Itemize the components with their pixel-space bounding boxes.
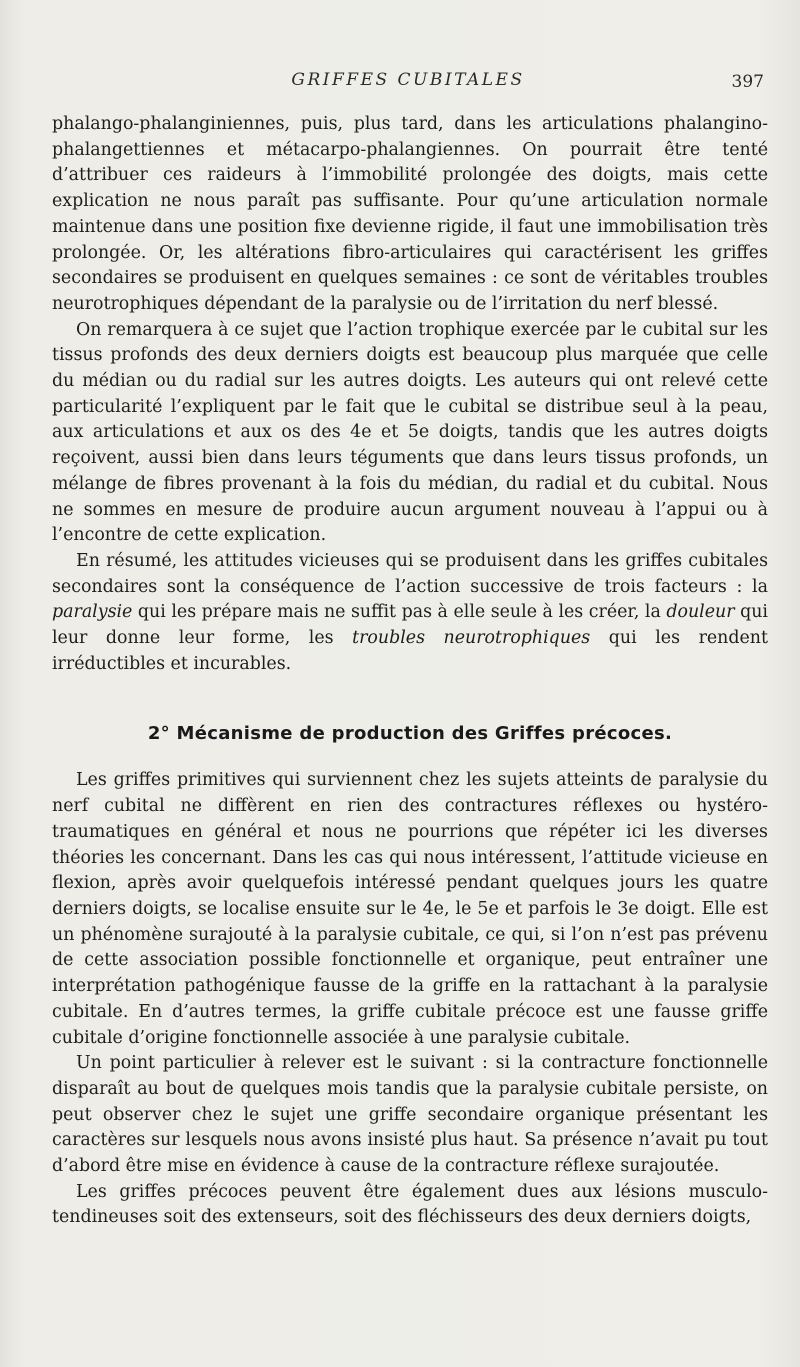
paragraph-1: phalango-phalanginiennes, puis, plus tard, dans les articulations phalangino-phalangettiennes et métacarpo-phalangiennes. On pourrait être tenté d’attribuer ces raideurs à l’immobilité prolongée des doigts, mais cette explication ne nous paraît pas suffisante. Pour qu’une articulation normale maintenue dans une position fixe devienne rigide, il faut une immobilisation très prolongée. Or, les altérations fibro-articulaires qui caractérisent les griffes secondaires se produisent en quelques semaines : ce sont de véritables troubles neurotrophiques dépendant de la paralysie ou de l’irritation du nerf blessé.	[52, 114, 768, 314]
paragraph-5: Un point particulier à relever est le suivant : si la contracture fonctionnelle disparaît au bout de quelques mois tandis que la paralysie cubitale persiste, on peut observer chez le sujet une griffe secondaire organique présentant les caractères sur lesquels nous avons insisté plus haut. Sa présence n’avait pu tout d’abord être mise en évidence à cause de la contracture réflexe surajoutée.	[52, 1053, 768, 1177]
paragraph-4: Les griffes primitives qui surviennent chez les sujets atteints de paralysie du nerf cubital ne diffèrent en rien des contractures réflexes ou hystéro-traumatiques en général et nous ne pourrions que répéter ici les diverses théories les concernant. Dans les cas qui nous intéressent, l’attitude vicieuse en flexion, après avoir quelquefois intéressé pendant quelques jours les quatre derniers doigts, se localise ensuite sur le 4e, le 5e et parfois le 3e doigt. Elle est un phénomène surajouté à la paralysie cubitale, ce qui, si l’on n’est pas prévenu de cette association possible fonctionnelle et organique, peut entraîner une interprétation pathogénique fausse de la griffe en la rattachant à la paralysie cubitale. En d’autres termes, la griffe cubitale précoce est une fausse griffe cubitale d’origine fonctionnelle associée à une paralysie cubitale.	[52, 770, 768, 1048]
paragraph-2: On remarquera à ce sujet que l’action trophique exercée par le cubital sur les tissus profonds des deux derniers doigts est beaucoup plus marquée que celle du médian ou du radial sur les autres doigts. Les auteurs qui ont relevé cette particularité l’expliquent par le fait que le cubital se distribue seul à la peau, aux articulations et aux os des 4e et 5e doigts, tandis que les autres doigts reçoivent, aussi bien dans leurs téguments que dans leurs tissus profonds, un mélange de fibres provenant à la fois du médian, du radial et du cubital. Nous ne sommes en mesure de produire aucun argument nouveau à l’appui ou à l’encontre de cette explication.	[52, 319, 768, 546]
emphasis-troubles-neurotrophiques: troubles neurotrophiques	[352, 628, 591, 649]
paragraph-3-text-1: En résumé, les attitudes vicieuses qui se produisent dans les griffes cubitales secondaires sont la conséquence de l’action successive de trois facteurs : la	[52, 550, 768, 597]
emphasis-paralysie: paralysie	[52, 602, 133, 623]
page-number: 397	[731, 72, 764, 92]
running-title: GRIFFES CUBITALES	[291, 70, 525, 90]
page-header	[52, 70, 764, 100]
paragraph-3-text-3: qui leur donne leur forme, les	[52, 602, 768, 649]
body-text	[52, 112, 768, 1231]
paragraph-6: Les griffes précoces peuvent être également dues aux lésions musculo-tendineuses soit des extenseurs, soit des fléchisseurs des deux derniers doigts,	[52, 1181, 768, 1228]
section-heading: 2° Mécanisme de production des Griffes précoces.	[147, 723, 673, 745]
paragraph-3-text-4: qui les rendent irréductibles et incurables.	[52, 628, 768, 674]
paragraph-3	[52, 549, 768, 678]
paragraph-3-text-2: qui les prépare mais ne suffit pas à elle seule à les créer, la	[132, 602, 667, 623]
emphasis-douleur: douleur	[666, 602, 735, 623]
